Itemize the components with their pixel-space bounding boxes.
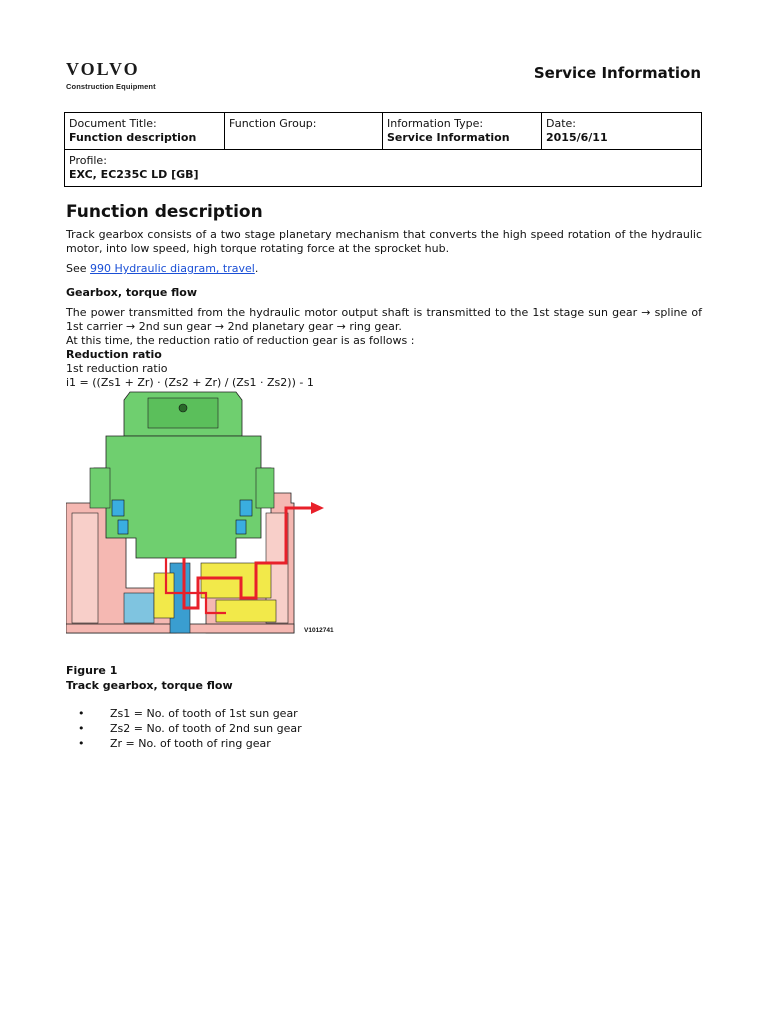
bearing-right-lower (236, 520, 246, 534)
reduction-ratio-formula: i1 = ((Zs1 + Zr) · (Zs2 + Zr) / (Zs1 · Zs2)) - 1 (66, 376, 314, 389)
brand-subtitle: Construction Equipment (66, 82, 156, 91)
bullet-icon: • (78, 722, 85, 735)
bearing-right-upper (240, 500, 252, 516)
figure-label: Figure 1 (66, 664, 118, 677)
meta-date-cell (542, 113, 702, 150)
ring-gear-lower (216, 600, 276, 622)
left-carrier (124, 593, 154, 623)
list-item (66, 736, 302, 751)
meta-function-group-cell (225, 113, 383, 150)
meta-document-title-cell (65, 113, 225, 150)
brand-wordmark: VOLVO (66, 59, 140, 79)
document-meta-table (64, 112, 702, 187)
bullet-icon: • (78, 737, 85, 750)
list-item (66, 721, 302, 736)
bearing-left-upper (112, 500, 124, 516)
gear-legend-list (66, 706, 302, 751)
motor-flange-right (256, 468, 274, 508)
meta-profile-value: EXC, EC235C LD [GB] (69, 168, 199, 181)
list-item-text: Zs2 = No. of tooth of 2nd sun gear (110, 722, 302, 735)
motor-flange-left (90, 468, 110, 508)
planetary-gear-set (201, 563, 271, 598)
volvo-logo (66, 60, 156, 91)
see-suffix: . (254, 262, 259, 275)
bullet-icon: • (78, 707, 85, 720)
meta-info-type-label: Information Type: (387, 117, 484, 130)
meta-info-type-cell (383, 113, 542, 150)
housing-inner-left (72, 513, 98, 623)
meta-profile-cell (65, 150, 702, 187)
figure-caption: Track gearbox, torque flow (66, 679, 233, 692)
meta-profile-label: Profile: (69, 154, 107, 167)
bearing-left-lower (118, 520, 128, 534)
page-title: Function description (66, 202, 263, 222)
meta-document-title-label: Document Title: (69, 117, 157, 130)
figure-caption-block (66, 663, 233, 693)
motor-top-inner (148, 398, 218, 428)
meta-function-group-label: Function Group: (229, 117, 317, 130)
list-item (66, 706, 302, 721)
meta-date-label: Date: (546, 117, 576, 130)
section-title: Gearbox, torque flow (66, 286, 197, 299)
list-item-text: Zr = No. of tooth of ring gear (110, 737, 271, 750)
figure-code: V1012741 (304, 627, 334, 634)
meta-date-value: 2015/6/11 (546, 131, 608, 144)
reduction-ratio-title: Reduction ratio (66, 348, 162, 361)
meta-info-type-value: Service Information (387, 131, 510, 144)
see-reference (66, 262, 702, 276)
see-prefix: See (66, 262, 91, 275)
reduction-ratio-subtitle: 1st reduction ratio (66, 362, 168, 375)
main-content (66, 228, 702, 390)
meta-document-title-value: Function description (69, 131, 197, 144)
torque-flow-arrowhead (311, 502, 324, 514)
intro-paragraph: Track gearbox consists of a two stage planetary mechanism that converts the high speed rotation of the hydraulic motor, into low speed, high torque rotating force at the sprocket hub. (66, 228, 702, 255)
list-item-text: Zs1 = No. of tooth of 1st sun gear (110, 707, 298, 720)
document-type-heading: Service Information (533, 64, 701, 82)
sun-gear (154, 573, 174, 618)
hydraulic-diagram-link[interactable]: 990 Hydraulic diagram, travel (90, 262, 255, 275)
gearbox-cross-section-figure (66, 388, 366, 638)
reduction-ratio-intro: At this time, the reduction ratio of reduction gear is as follows : (66, 334, 415, 347)
torque-flow-paragraph: The power transmitted from the hydraulic motor output shaft is transmitted to the 1st stage sun gear → spline of 1st carrier → 2nd sun gear → 2nd planetary gear → ring gear. (66, 306, 702, 333)
motor-top-bolt (179, 404, 187, 412)
